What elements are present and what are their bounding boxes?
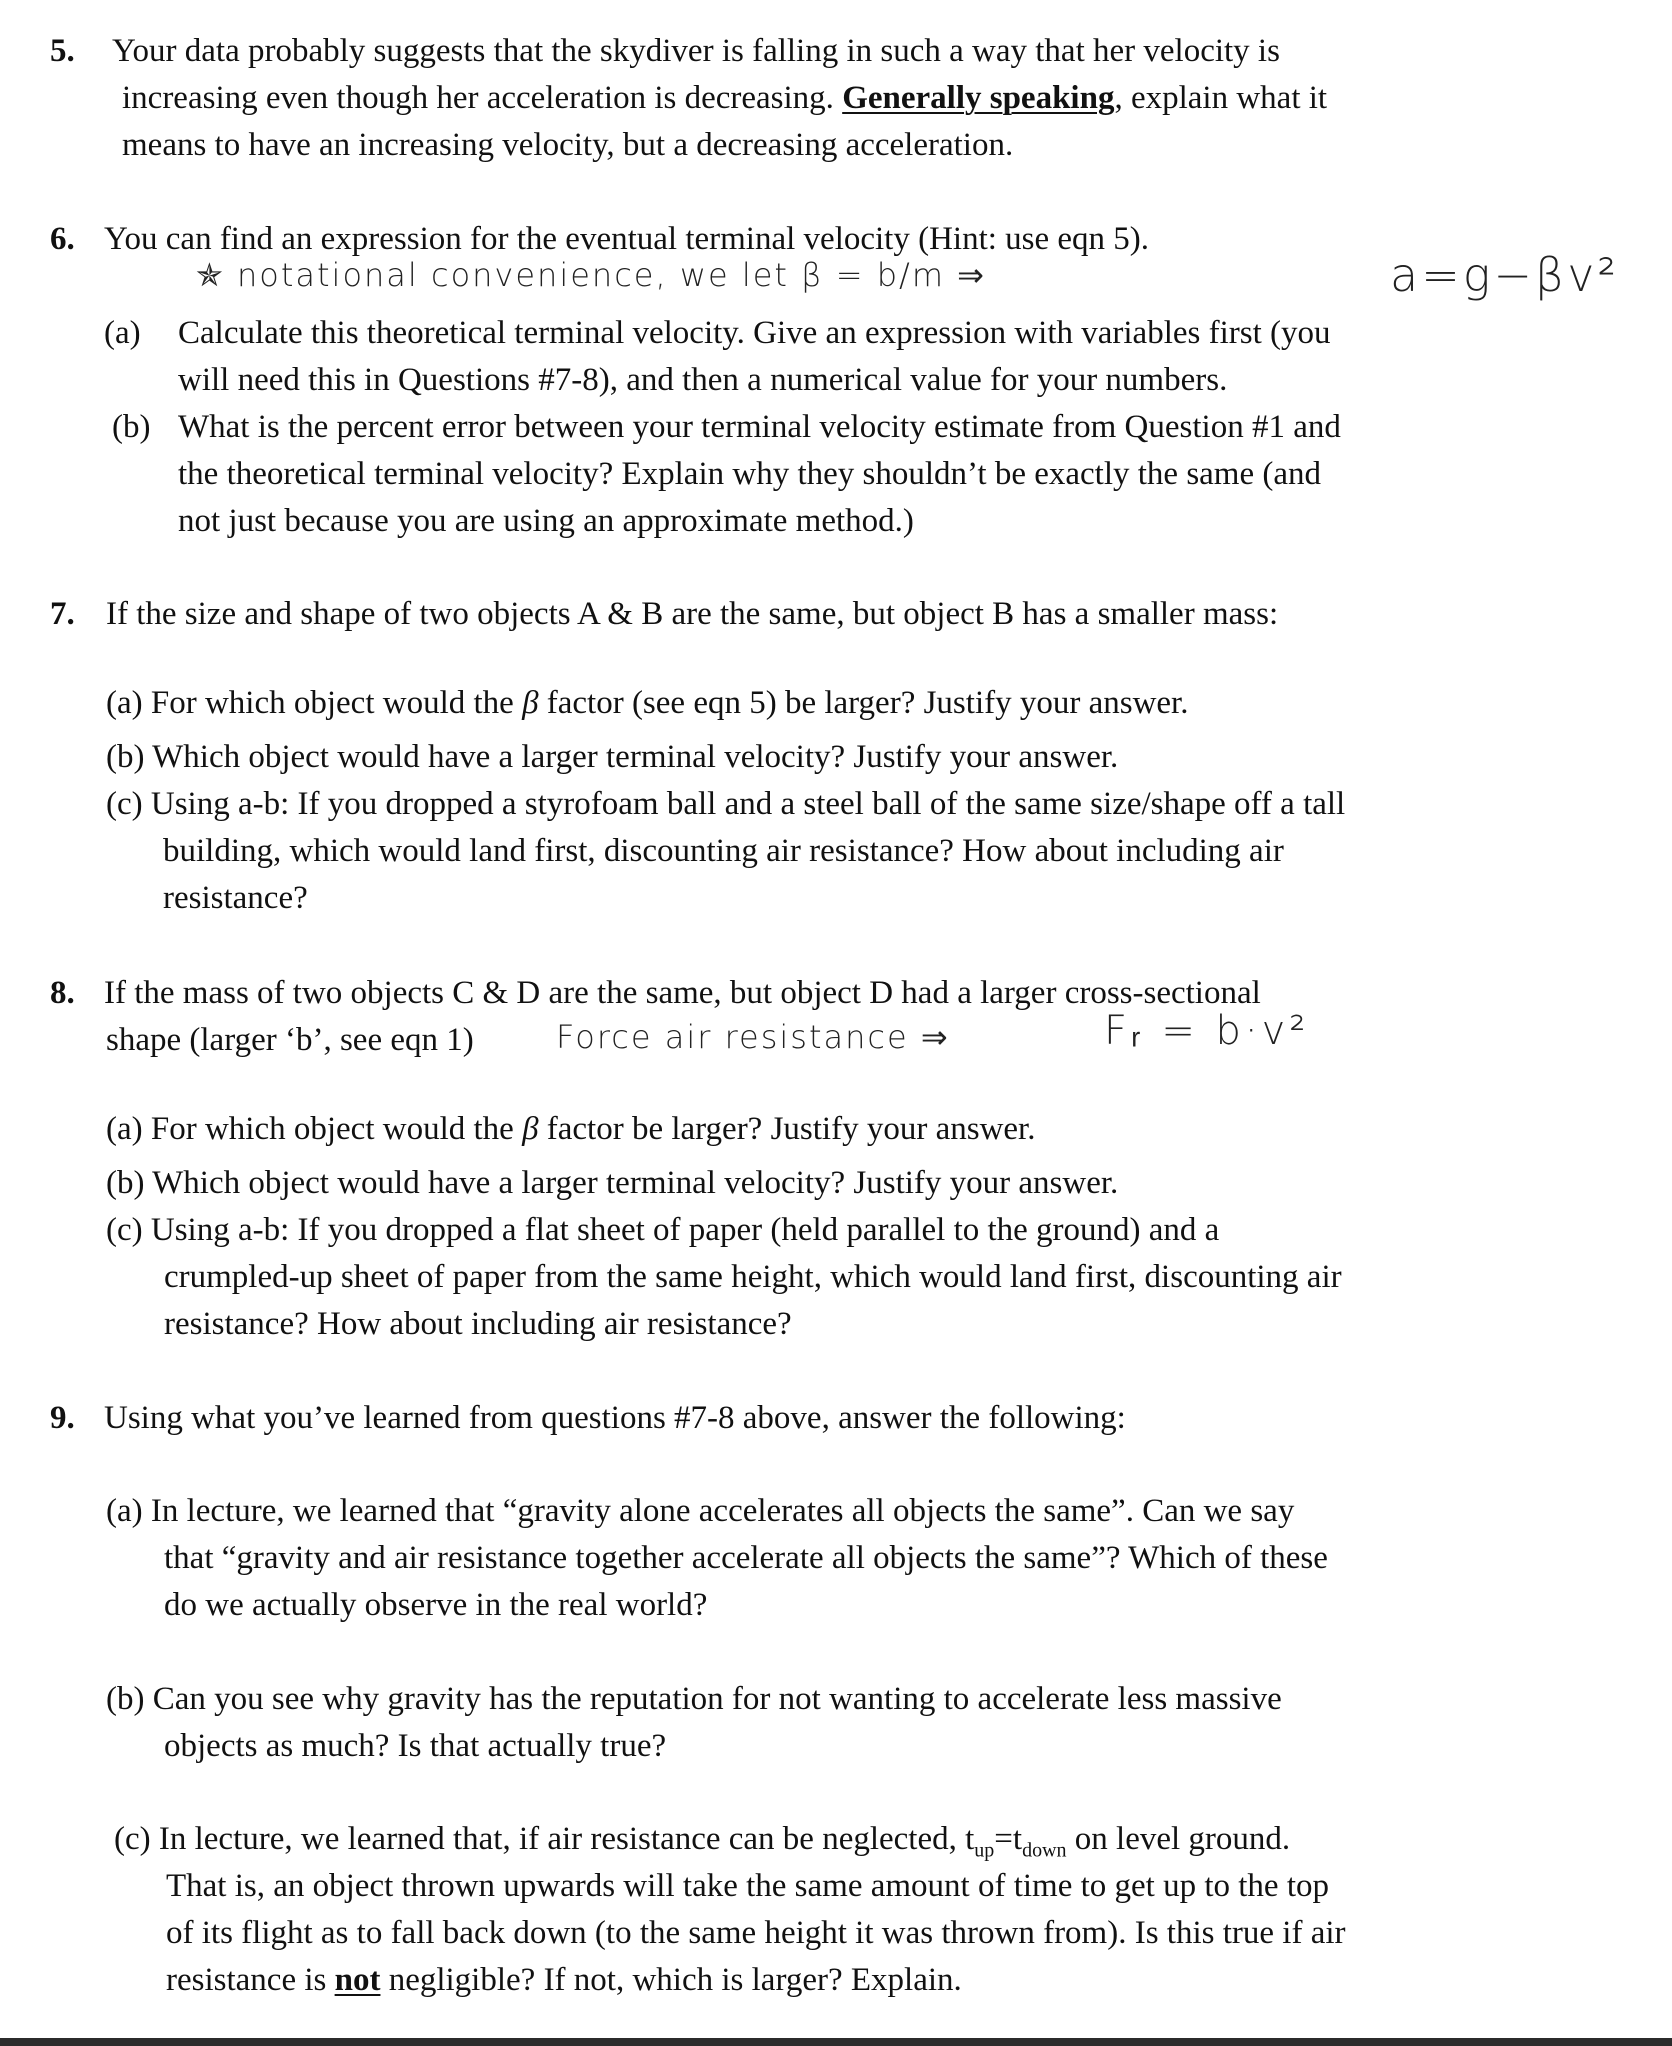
subpart-text: that “gravity and air resistance together accelerate all objects the same”? Which of these	[164, 1540, 1328, 1576]
question-text: increasing even though her acceleration is decreasing. Generally speaking, explain what it	[122, 80, 1328, 116]
subpart-text: building, which would land first, discounting air resistance? How about including air	[163, 833, 1284, 869]
subpart-text: (c) Using a-b: If you dropped a flat sheet of paper (held parallel to the ground) and a	[106, 1212, 1220, 1248]
emphasis-underlined: not	[334, 1962, 381, 1998]
subpart-text: of its flight as to fall back down (to the same height it was thrown from). Is this true if air	[166, 1915, 1346, 1951]
handwritten-formula: Fᵣ = b·v²	[1104, 1008, 1310, 1054]
subpart-text: do we actually observe in the real world?	[164, 1587, 708, 1623]
subpart-text: (b) Which object would have a larger terminal velocity? Justify your answer.	[106, 1165, 1119, 1201]
question-number: 7.	[50, 596, 75, 632]
question-text: means to have an increasing velocity, but a decreasing acceleration.	[122, 127, 1014, 163]
subpart-text: crumpled-up sheet of paper from the same height, which would land first, discounting air	[164, 1259, 1342, 1295]
handwritten-formula: a=g−βv²	[1390, 248, 1619, 302]
question-number: 5.	[50, 33, 75, 69]
subpart-text: (c) Using a-b: If you dropped a styrofoam ball and a steel ball of the same size/shape off a tall	[106, 786, 1346, 822]
subpart-text: will need this in Questions #7-8), and then a numerical value for your numbers.	[178, 362, 1228, 398]
question-number: 8.	[50, 975, 75, 1011]
subpart-text: (a) In lecture, we learned that “gravity alone accelerates all objects the same”. Can we say	[106, 1493, 1295, 1529]
handwritten-annotation: ✯ notational convenience, we let β = b/m ⇒	[196, 256, 986, 294]
question-text: Your data probably suggests that the skydiver is falling in such a way that her velocity is	[112, 33, 1280, 69]
subpart-label: (b)	[112, 409, 151, 445]
question-number: 6.	[50, 221, 75, 257]
subpart-text: (a) For which object would the β factor be larger? Justify your answer.	[106, 1111, 1036, 1147]
question-text: If the size and shape of two objects A & B are the same, but object B has a smaller mass:	[106, 596, 1279, 632]
subpart-text: resistance is not negligible? If not, which is larger? Explain.	[166, 1962, 962, 1998]
subpart-label: (a)	[104, 315, 141, 351]
handwritten-annotation: Force air resistance ⇒	[556, 1018, 950, 1056]
question-text: You can find an expression for the eventual terminal velocity (Hint: use eqn 5).	[104, 221, 1150, 257]
subpart-text: resistance?	[163, 880, 308, 916]
question-text: If the mass of two objects C & D are the same, but object D had a larger cross-sectional	[104, 975, 1261, 1011]
subpart-text: resistance? How about including air resistance?	[164, 1306, 792, 1342]
beta-symbol: β	[522, 1111, 539, 1147]
beta-symbol: β	[522, 685, 539, 721]
subpart-text: (b) Which object would have a larger terminal velocity? Justify your answer.	[106, 739, 1119, 775]
subpart-text: (a) For which object would the β factor (see eqn 5) be larger? Justify your answer.	[106, 685, 1189, 721]
question-text: Using what you’ve learned from questions #7-8 above, answer the following:	[104, 1400, 1126, 1436]
emphasis-underlined: Generally speaking	[842, 80, 1115, 116]
page-bottom-border	[0, 2038, 1672, 2046]
subpart-text: What is the percent error between your terminal velocity estimate from Question #1 and	[178, 409, 1341, 445]
subpart-text: Calculate this theoretical terminal velocity. Give an expression with variables first (you	[178, 315, 1331, 351]
subpart-text: objects as much? Is that actually true?	[164, 1728, 667, 1764]
subpart-text: not just because you are using an approximate method.)	[178, 503, 914, 539]
question-text: shape (larger ‘b’, see eqn 1)	[106, 1022, 474, 1058]
subpart-text: the theoretical terminal velocity? Explain why they shouldn’t be exactly the same (and	[178, 456, 1322, 492]
subpart-text: That is, an object thrown upwards will take the same amount of time to get up to the top	[166, 1868, 1329, 1904]
subpart-text: (c) In lecture, we learned that, if air resistance can be neglected, $t_{up}=t_{down}$ on level ground.	[114, 1821, 1291, 1862]
subpart-text: (b) Can you see why gravity has the reputation for not wanting to accelerate less massive	[106, 1681, 1282, 1717]
question-number: 9.	[50, 1400, 75, 1436]
